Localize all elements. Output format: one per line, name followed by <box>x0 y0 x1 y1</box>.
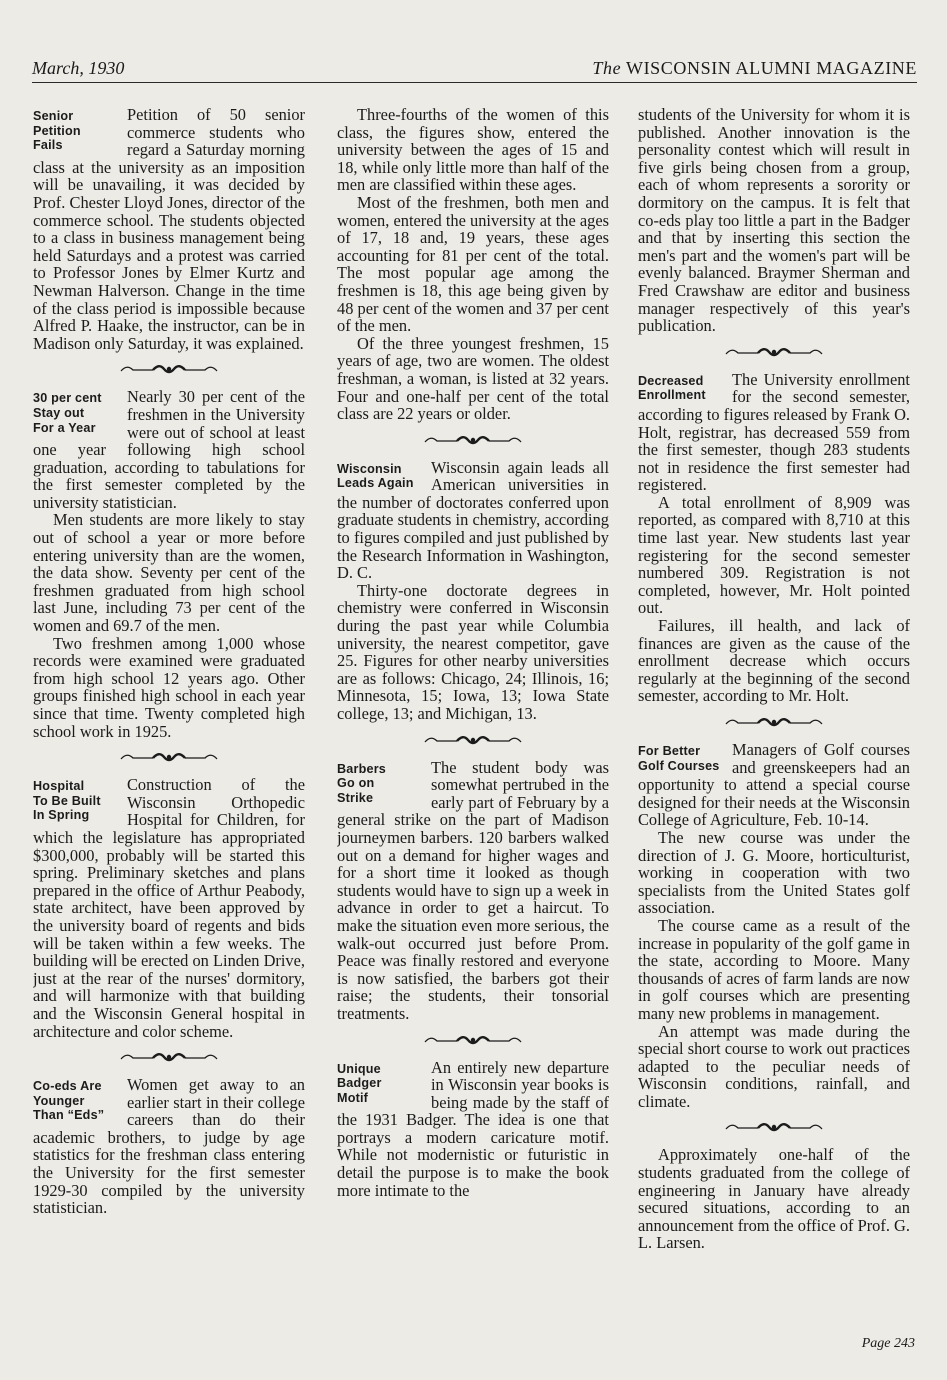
story-heading <box>33 779 121 823</box>
story-paragraph: Nearly 30 per cent of the freshmen in the University were out of school at least one year following high school graduation, according to tabulations for the first semester completed by the university statistician. <box>33 387 305 512</box>
story-paragraph: Approximately one-half of the students graduated from the college of engineering in January have already secured situations, according to an announcement from the office of Prof. G. L. Larsen. <box>638 1145 910 1253</box>
heading-line: Younger <box>33 1093 85 1108</box>
magazine-title <box>592 58 917 79</box>
scroll-ornament-icon <box>33 358 305 380</box>
story-heading <box>638 744 726 773</box>
story-paragraph: Most of the freshmen, both men and women, entered the university at the ages of 17, 18 and, 19 years, these ages accounting for 81 per cent of the total. The most popular age among the freshmen is 18, this age being given by 48 per cent of the women and 37 per cent of the men. <box>337 192 609 336</box>
heading-line: To Be Built <box>33 793 101 808</box>
story-coeds-younger <box>33 1076 305 1217</box>
magazine-title-the: The <box>592 58 622 78</box>
story-badger-motif <box>337 1059 609 1200</box>
story-paragraph: Thirty-one doctorate degrees in chemistry were conferred in Wisconsin during the past year while Columbia university, the nearest competitor, gave 25. Figures for other nearby universities are as follows: Chicago, 24; Illinois, 16; Minnesota, 15; Iowa, 13; Iowa State college, 13; and Michigan, 13. <box>337 580 609 723</box>
story-wisconsin-leads <box>337 459 609 723</box>
story-coeds-continued <box>337 106 609 423</box>
heading-line: Petition <box>33 123 81 138</box>
story-heading <box>33 109 121 153</box>
story-paragraph: Women get away to an earlier start in their college careers than do their academic brothers, to judge by age statistics for the freshman class entering the University for the first semester 1929-30 compiled by the university statistician. <box>33 1075 305 1218</box>
heading-line: Stay out <box>33 405 85 420</box>
heading-line: 30 per cent <box>33 391 102 406</box>
story-paragraph: An attempt was made during the special short course to work out practices adapted to the peculiar needs of Wisconsin conditions, rainfall, and climate. <box>638 1021 910 1111</box>
story-barbers-strike <box>337 759 609 1023</box>
column-1 <box>33 106 305 1321</box>
story-paragraph: The course came as a result of the increase in popularity of the golf game in the state, according to Moore. Many thousands of acres of farm lands are now in golf courses which are presenting many new problems in management. <box>638 915 910 1023</box>
story-paragraph: Petition of 50 senior commerce students who regard a Saturday morning class at the university as an imposition will be unavailing, it was decided by Prof. Chester Lloyd Jones, director of the commerce school. The students objected to a class in business management being held Saturdays and a protest was carried to Professor Jones by Elmer Kurtz and Newman Halverson. Change in the time of the class period is impossible because Alfred P. Haake, the instructor, can be in Madison only Saturday, it was explained. <box>33 106 305 353</box>
story-paragraph: Men students are more likely to stay out of school a year or more before entering university than are the women, the data show. Seventy per cent of the freshmen graduated from high school last June, including 73 per cent of the women and 69.7 of the men. <box>33 510 305 636</box>
story-heading <box>33 1079 121 1123</box>
magazine-title-name: WISCONSIN ALUMNI MAGAZINE <box>626 58 917 78</box>
heading-line: Unique <box>337 1061 381 1076</box>
heading-line: Strike <box>337 790 374 805</box>
column-3 <box>638 106 910 1321</box>
heading-line: Hospital <box>33 779 85 794</box>
heading-line: In Spring <box>33 808 90 823</box>
story-heading <box>337 1062 425 1106</box>
story-heading <box>337 462 425 491</box>
heading-line: Senior <box>33 109 74 123</box>
story-paragraph: students of the University for whom it is published. Another innovation is the personality contest which will result in five girls being chosen from a group, each of whom represents a sorority or dormitory on the campus. It is felt that co-eds play too little a part in the Badger and that by inserting this section the men's part and the women's part will be evenly balanced. Braymer Sherman and Fred Crawshaw are editor and business manager respectively of this year's publication. <box>638 106 910 336</box>
heading-line: Golf Courses <box>638 758 720 773</box>
story-decreased-enrollment <box>638 371 910 705</box>
story-paragraph: The student body was somewhat pertrubed in the early part of February by a general strike on the part of Madison journeymen barbers. 120 barbers walked out on a demand for higher wages and for a short time it looked as though students would have to sign up a week in advance in order to get a haircut. To make the situation even more serious, the walk-out occurred just before Prom. Peace was finally restored and everyone is now satisfied, the barbers got their raise; the students, their tonsorial treatments. <box>337 757 609 1023</box>
story-paragraph: A total enrollment of 8,909 was reported, as compared with 8,710 at this time last year. New students last year registering for the second semester numbered 309. Registration is not completed, however, Mr. Holt pointed out. <box>638 492 910 618</box>
story-paragraph: Of the three youngest freshmen, 15 years of age, two are women. The oldest freshman, a woman, is listed at 32 years. Four and one-half per cent of the total class are 22 years or older. <box>337 333 609 424</box>
story-paragraph: Failures, ill health, and lack of finances are given as the cause of the enrollment decrease which occurs regularly at the beginning of the second semester, according to Mr. Holt. <box>638 616 910 706</box>
story-paragraph: The University enrollment for the second semester, according to figures released by Frank O. Holt, registrar, has decreased 559 from the first semester, though 283 students not in residence the first semester had registered. <box>638 369 910 495</box>
heading-line: Leads Again <box>337 476 414 491</box>
story-paragraph: Three-fourths of the women of this class, the figures show, entered the university between the ages of 15 and 18, while only little more than half of the men are classified within these ages. <box>337 106 609 195</box>
page-number: Page 243 <box>861 1336 915 1351</box>
heading-line: Co-eds Are <box>33 1079 102 1094</box>
story-heading <box>638 374 726 403</box>
heading-line: For Better <box>638 744 701 758</box>
column-2 <box>337 106 609 1321</box>
scroll-ornament-icon <box>638 1116 910 1138</box>
heading-line: Barbers <box>337 761 387 776</box>
heading-line: Go on <box>337 776 375 791</box>
scroll-ornament-icon <box>337 1029 609 1051</box>
story-hospital <box>33 776 305 1040</box>
story-golf-courses <box>638 741 910 1110</box>
heading-line: Wisconsin <box>337 461 402 476</box>
story-paragraph: Wisconsin again leads all American universities in the number of doctorates conferred upon graduate students in chemistry, according to figures compiled and just published by the Research Information in Washington, D. C. <box>337 457 609 583</box>
heading-line: Badger <box>337 1076 382 1091</box>
heading-line: Enrollment <box>638 388 706 403</box>
story-paragraph: Managers of Golf courses and greenskeepers had an opportunity to attend a special course designed for their needs at the Wisconsin College of Agriculture, Feb. 10-14. <box>638 740 910 830</box>
story-paragraph: Construction of the Wisconsin Orthopedic Hospital for Children, for which the legislature has appropriated $300,000, probably will be started this spring. Preliminary sketches and plans prepared in the office of Arthur Peabody, state architect, have been approved by the university board of regents and bids will be taken within a few weeks. The building will be erected on Linden Drive, just at the rear of the nurses' dormitory, and will harmonize with that building and the Wisconsin General hospital in architecture and color scheme. <box>33 775 305 1041</box>
running-header <box>32 58 917 83</box>
heading-line: Fails <box>33 138 63 153</box>
scroll-ornament-icon <box>33 746 305 768</box>
story-heading <box>33 391 121 435</box>
story-heading <box>337 762 425 806</box>
scroll-ornament-icon <box>638 341 910 363</box>
scroll-ornament-icon <box>337 729 609 751</box>
story-badger-continued <box>638 106 910 335</box>
heading-line: Motif <box>337 1090 369 1105</box>
heading-line: Than “Eds” <box>33 1108 105 1123</box>
scroll-ornament-icon <box>638 711 910 733</box>
story-engineering <box>638 1146 910 1252</box>
story-stay-out <box>33 388 305 740</box>
story-senior-petition <box>33 106 305 352</box>
issue-date: March, 1930 <box>32 58 125 78</box>
story-paragraph: An entirely new departure in Wisconsin year books is being made by the staff of the 1931 Badger. The idea is one that portrays a modern caricature motif. While not modernistic or futuristic in detail the purpose is to make the book more intimate to the <box>337 1057 609 1200</box>
scroll-ornament-icon <box>337 429 609 451</box>
heading-line: For a Year <box>33 420 96 435</box>
heading-line: Decreased <box>638 373 704 388</box>
story-paragraph: The new course was under the direction of J. G. Moore, horticulturist, working in cooperation with two specialists from the United States golf association. <box>638 827 910 918</box>
story-paragraph: Two freshmen among 1,000 whose records were examined were graduated from high school 12 years ago. Other groups finished high school in each year since that time. Twenty completed high school work in 1925. <box>33 633 305 741</box>
scroll-ornament-icon <box>33 1046 305 1068</box>
